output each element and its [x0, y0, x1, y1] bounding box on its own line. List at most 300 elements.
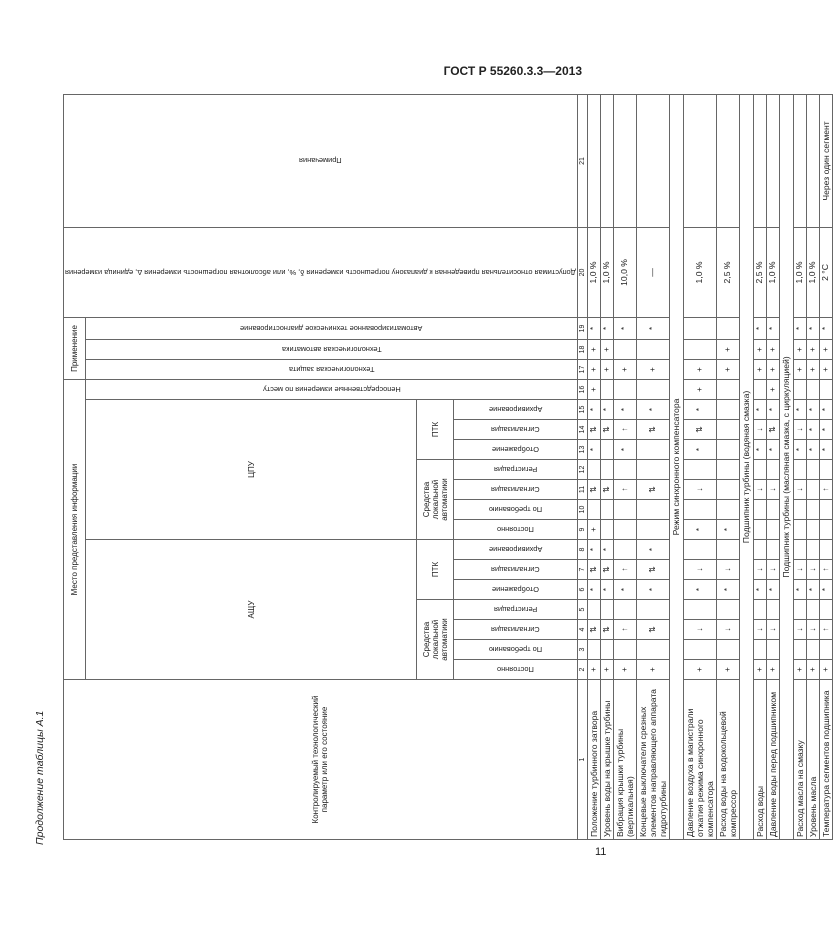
column-number: 13	[577, 440, 587, 460]
table-cell: ↓	[716, 560, 739, 580]
section-row	[779, 94, 793, 839]
column-number: 8	[577, 540, 587, 560]
table-cell: *	[587, 400, 600, 420]
table-cell: +	[716, 660, 739, 680]
col-demand: По требованию	[454, 640, 578, 660]
table-cell	[819, 460, 832, 480]
table-cell: *	[587, 317, 600, 339]
table-cell: *	[600, 540, 613, 560]
table-cell	[766, 520, 779, 540]
table-cell: ↓	[793, 620, 806, 640]
notes-header: Примечания	[64, 94, 578, 227]
table-cell	[806, 540, 819, 560]
table-cell	[716, 460, 739, 480]
table-cell: ⇅	[683, 420, 716, 440]
table-cell: ↑	[819, 480, 832, 500]
parameter-name: Концевые выключатели срезных элементов направляющего аппарата гидротурбины	[636, 680, 669, 840]
table-cell: *	[819, 420, 832, 440]
table-cell: +	[819, 359, 832, 379]
table-cell	[613, 640, 636, 660]
table-cell: ↑	[613, 560, 636, 580]
table-cell: +	[766, 379, 779, 399]
column-number: 14	[577, 420, 587, 440]
parameter-name: Расход масла на смазку	[793, 680, 806, 840]
local-measurements-header: Непосредственные измерения по месту	[86, 379, 578, 399]
table-cell: +	[716, 339, 739, 359]
column-number: 1	[577, 680, 587, 840]
accuracy-cell: 1,0 %	[806, 227, 819, 317]
col-register: Регистрация	[454, 600, 578, 620]
table-cell	[793, 540, 806, 560]
table-cell	[636, 339, 669, 359]
table-cell: ↓	[683, 480, 716, 500]
table-cell: *	[753, 580, 766, 600]
table-row	[600, 94, 613, 839]
table-cell	[753, 600, 766, 620]
table-cell: +	[636, 359, 669, 379]
table-cell: ⇅	[600, 480, 613, 500]
note-cell	[636, 94, 669, 227]
table-cell: *	[683, 440, 716, 460]
note-cell	[766, 94, 779, 227]
table-cell: ↑	[613, 420, 636, 440]
column-number: 20	[577, 227, 587, 317]
table-cell: ↓	[753, 620, 766, 640]
accuracy-cell: 2,5 %	[716, 227, 739, 317]
table-cell	[806, 600, 819, 620]
table-cell: *	[600, 317, 613, 339]
table-cell	[753, 640, 766, 660]
col-signal: Сигнализация	[454, 420, 578, 440]
table-cell: ↑	[613, 620, 636, 640]
table-cell	[613, 460, 636, 480]
table-cell: +	[806, 359, 819, 379]
table-cell	[587, 600, 600, 620]
table-cell: ⇅	[587, 620, 600, 640]
table-cell: *	[753, 317, 766, 339]
table-cell: ⇅	[636, 620, 669, 640]
table-row	[793, 94, 806, 839]
note-cell	[613, 94, 636, 227]
table-cell	[819, 640, 832, 660]
table-cell: ↑	[819, 620, 832, 640]
column-number: 9	[577, 520, 587, 540]
col-constant: Постоянно	[454, 660, 578, 680]
table-cell	[600, 520, 613, 540]
note-cell	[753, 94, 766, 227]
table-cell: *	[683, 400, 716, 420]
table-cell: *	[819, 317, 832, 339]
table-cell: ↓	[753, 420, 766, 440]
table-cell: +	[819, 339, 832, 359]
table-cell	[587, 460, 600, 480]
table-cell: ⇅	[636, 560, 669, 580]
cpu-header: ЦПУ	[86, 400, 417, 540]
column-number: 2	[577, 660, 587, 680]
table-cell: +	[683, 660, 716, 680]
table-cell	[806, 640, 819, 660]
table-cell: +	[753, 339, 766, 359]
accuracy-cell: 2 °С	[819, 227, 832, 317]
table-cell	[683, 317, 716, 339]
column-number: 5	[577, 600, 587, 620]
accuracy-cell: 1,0 %	[600, 227, 613, 317]
table-cell	[716, 540, 739, 560]
table-cell	[716, 600, 739, 620]
acshu-header: АЩУ	[86, 540, 417, 680]
table-cell: ⇅	[636, 480, 669, 500]
accuracy-cell: 1,0 %	[683, 227, 716, 317]
table-cell: ↑	[819, 560, 832, 580]
table-cell: *	[613, 580, 636, 600]
application-header: Применение	[64, 317, 86, 379]
table-cell	[600, 500, 613, 520]
table-cell: *	[587, 540, 600, 560]
column-number: 21	[577, 94, 587, 227]
table-cell: +	[613, 660, 636, 680]
table-cell: *	[793, 440, 806, 460]
table-cell: +	[766, 660, 779, 680]
table-cell	[766, 640, 779, 660]
table-cell: ↓	[753, 480, 766, 500]
table-cell: *	[793, 400, 806, 420]
table-cell	[793, 640, 806, 660]
table-cell	[766, 460, 779, 480]
table-cell: ↓	[766, 560, 779, 580]
table-row	[613, 94, 636, 839]
table-cell: *	[766, 317, 779, 339]
section-title: Режим синхронного компенсатора	[669, 94, 683, 839]
table-cell: ↓	[766, 480, 779, 500]
page-number: 11	[595, 846, 607, 858]
table-cell	[636, 440, 669, 460]
table-cell	[819, 520, 832, 540]
column-number: 19	[577, 317, 587, 339]
table-cell	[613, 540, 636, 560]
table-cell	[819, 379, 832, 399]
table-cell: +	[793, 359, 806, 379]
table-cell	[636, 460, 669, 480]
table-cell: *	[793, 580, 806, 600]
table-cell: *	[766, 400, 779, 420]
column-number: 16	[577, 379, 587, 399]
table-cell: +	[753, 359, 766, 379]
column-number: 6	[577, 580, 587, 600]
table-row	[766, 94, 779, 839]
table-cell	[819, 500, 832, 520]
table-cell: *	[613, 317, 636, 339]
table-cell	[716, 379, 739, 399]
table-cell: +	[766, 339, 779, 359]
table-row	[806, 94, 819, 839]
table-cell: +	[587, 660, 600, 680]
table-cell	[716, 440, 739, 460]
table-row	[636, 94, 669, 839]
column-number: 11	[577, 480, 587, 500]
info-place-header: Место представления информации	[64, 379, 86, 679]
table-cell: +	[636, 660, 669, 680]
table-cell	[716, 317, 739, 339]
table-cell: +	[600, 359, 613, 379]
section-row	[669, 94, 683, 839]
table-cell: ⇅	[587, 420, 600, 440]
table-cell: ⇅	[587, 480, 600, 500]
table-row	[753, 94, 766, 839]
table-cell	[613, 500, 636, 520]
table-cell: +	[683, 379, 716, 399]
parameter-name: Расход воды на водокольцевой компрессор	[716, 680, 739, 840]
table-cell	[819, 600, 832, 620]
column-number: 3	[577, 640, 587, 660]
table-cell: +	[587, 379, 600, 399]
table-row	[587, 94, 600, 839]
column-number: 17	[577, 359, 587, 379]
table-cell: +	[766, 359, 779, 379]
accuracy-cell: 1,0 %	[587, 227, 600, 317]
col-archive: Архивирование	[454, 400, 578, 420]
table-cell: +	[613, 359, 636, 379]
column-number: 4	[577, 620, 587, 640]
table-cell: ↑	[613, 480, 636, 500]
table-cell	[766, 540, 779, 560]
table-cell	[600, 379, 613, 399]
table-cell: *	[793, 317, 806, 339]
table-cell: ↓	[753, 560, 766, 580]
table-row	[683, 94, 716, 839]
table-cell	[793, 600, 806, 620]
table-cell: *	[806, 440, 819, 460]
table-cell	[716, 400, 739, 420]
table-cell	[753, 460, 766, 480]
note-cell	[806, 94, 819, 227]
table-cell: +	[819, 660, 832, 680]
table-cell: *	[636, 580, 669, 600]
table-cell: ⇅	[600, 420, 613, 440]
col-signal: Сигнализация	[454, 480, 578, 500]
table-cell: *	[806, 420, 819, 440]
section-title: Подшипник турбины (масляная смазка, с циркуляцией)	[779, 94, 793, 839]
table-cell	[600, 600, 613, 620]
accuracy-cell: 2,5 %	[753, 227, 766, 317]
accuracy-cell: 1,0 %	[766, 227, 779, 317]
table-cell	[683, 460, 716, 480]
table-cell	[613, 379, 636, 399]
table-cell	[683, 600, 716, 620]
table-cell: ↓	[793, 420, 806, 440]
note-cell: Через один сегмент	[819, 94, 832, 227]
note-cell	[683, 94, 716, 227]
table-cell: ↓	[683, 620, 716, 640]
table-cell: *	[753, 400, 766, 420]
table-cell	[806, 379, 819, 399]
note-cell	[793, 94, 806, 227]
table-cell	[716, 480, 739, 500]
table-cell: ⇅	[636, 420, 669, 440]
document-header: ГОСТ Р 55260.3.3—2013	[443, 64, 582, 78]
column-number: 15	[577, 400, 587, 420]
table-cell	[793, 379, 806, 399]
table-cell	[587, 640, 600, 660]
accuracy-cell: —	[636, 227, 669, 317]
col-register: Регистрация	[454, 460, 578, 480]
table-cell: ↓	[806, 620, 819, 640]
table-cell	[600, 460, 613, 480]
acshu-local-auto-header: Средства локальной автоматики	[417, 600, 454, 680]
table-caption: Продолжение таблицы А.1	[34, 710, 46, 845]
table-cell	[600, 440, 613, 460]
accuracy-cell: 1,0 %	[793, 227, 806, 317]
table-cell: *	[806, 580, 819, 600]
table-cell: ⇅	[587, 560, 600, 580]
cpu-local-auto-header: Средства локальной автоматики	[417, 460, 454, 540]
col-constant: Постоянно	[454, 520, 578, 540]
table-cell	[613, 520, 636, 540]
table-cell	[683, 500, 716, 520]
table-cell: *	[600, 580, 613, 600]
parameter-name: Давление воздуха в магистрали отжатия режима синхронного компенсатора	[683, 680, 716, 840]
rotated-table-container	[63, 95, 831, 840]
table-cell	[766, 500, 779, 520]
col-display: Отображение	[454, 580, 578, 600]
note-cell	[716, 94, 739, 227]
col-demand: По требованию	[454, 500, 578, 520]
table-cell	[636, 520, 669, 540]
table-cell	[806, 500, 819, 520]
column-number: 18	[577, 339, 587, 359]
table-cell: *	[819, 580, 832, 600]
parameter-name: Положение турбинного затвора	[587, 680, 600, 840]
auto-diagnostics-header: Автоматизированное техническое диагностирование	[86, 317, 578, 339]
table-cell	[636, 640, 669, 660]
parameter-name: Уровень масла	[806, 680, 819, 840]
tech-automation-header: Технологическая автоматика	[86, 339, 578, 359]
parameter-name: Давление воды перед подшипником	[766, 680, 779, 840]
table-cell	[716, 420, 739, 440]
table-cell: *	[819, 400, 832, 420]
parameters-table	[63, 94, 833, 840]
table-cell	[793, 500, 806, 520]
table-cell: +	[806, 339, 819, 359]
parameter-name: Расход воды	[753, 680, 766, 840]
col-archive: Архивирование	[454, 540, 578, 560]
tech-protection-header: Технологическая защита	[86, 359, 578, 379]
table-cell	[753, 500, 766, 520]
accuracy-header: Допустимая относительная приведенная к диапазону погрешность измерения δ, %, или абсолютная погрешность измерения Δ, единица измерения	[64, 227, 578, 317]
table-row	[716, 94, 739, 839]
parameter-name: Вибрация крышки турбины (вертикальная)	[613, 680, 636, 840]
column-numbers-row	[577, 94, 587, 839]
column-number: 12	[577, 460, 587, 480]
table-cell	[636, 379, 669, 399]
table-cell	[766, 600, 779, 620]
table-cell: ⇅	[766, 420, 779, 440]
table-cell	[613, 600, 636, 620]
section-title: Подшипник турбины (водяная смазка)	[739, 94, 753, 839]
table-cell	[793, 460, 806, 480]
table-cell	[716, 640, 739, 660]
table-cell	[753, 540, 766, 560]
table-cell: ↓	[716, 620, 739, 640]
column-number: 7	[577, 560, 587, 580]
table-cell	[600, 640, 613, 660]
table-cell	[806, 480, 819, 500]
table-cell: ↓	[793, 480, 806, 500]
table-cell	[806, 460, 819, 480]
table-cell	[716, 500, 739, 520]
table-cell	[753, 520, 766, 540]
param-header: Контролируемый технологический параметр или его состояние	[64, 680, 578, 840]
table-cell: *	[806, 400, 819, 420]
col-signal: Сигнализация	[454, 620, 578, 640]
table-cell: +	[793, 660, 806, 680]
col-signal: Сигнализация	[454, 560, 578, 580]
table-cell	[753, 379, 766, 399]
table-cell: *	[587, 440, 600, 460]
table-cell	[683, 339, 716, 359]
note-cell	[587, 94, 600, 227]
table-cell	[636, 500, 669, 520]
table-cell: *	[683, 520, 716, 540]
table-cell	[587, 500, 600, 520]
table-cell: ⇅	[600, 560, 613, 580]
table-cell	[793, 520, 806, 540]
table-cell: +	[806, 660, 819, 680]
table-cell: ↓	[766, 620, 779, 640]
table-cell: *	[636, 400, 669, 420]
table-cell: *	[587, 580, 600, 600]
table-cell: +	[793, 339, 806, 359]
table-cell: +	[587, 520, 600, 540]
table-cell: *	[636, 317, 669, 339]
table-cell: *	[819, 440, 832, 460]
table-cell: ↓	[793, 560, 806, 580]
table-cell: +	[683, 359, 716, 379]
section-row	[739, 94, 753, 839]
table-cell: *	[753, 440, 766, 460]
table-cell: *	[600, 400, 613, 420]
table-cell: *	[806, 317, 819, 339]
table-cell: +	[587, 339, 600, 359]
table-cell: *	[766, 580, 779, 600]
table-cell	[683, 640, 716, 660]
table-cell	[683, 540, 716, 560]
table-body	[577, 94, 832, 839]
table-cell: ↓	[683, 560, 716, 580]
acshu-ptk-header: ПТК	[417, 540, 454, 600]
table-cell: ⇅	[600, 620, 613, 640]
table-cell: +	[600, 339, 613, 359]
table-cell: *	[613, 400, 636, 420]
table-cell: *	[636, 540, 669, 560]
table-cell: +	[587, 359, 600, 379]
parameter-name: Температура сегментов подшипника	[819, 680, 832, 840]
table-cell: +	[600, 660, 613, 680]
parameter-name: Уровень воды на крышке турбины	[600, 680, 613, 840]
table-cell: +	[753, 660, 766, 680]
table-cell: *	[716, 580, 739, 600]
table-cell	[636, 600, 669, 620]
table-cell	[819, 540, 832, 560]
table-cell: *	[766, 440, 779, 460]
accuracy-cell: 10,0 %	[613, 227, 636, 317]
table-cell: *	[683, 580, 716, 600]
table-cell: *	[716, 520, 739, 540]
col-display: Отображение	[454, 440, 578, 460]
table-cell	[806, 520, 819, 540]
table-row	[819, 94, 832, 839]
note-cell	[600, 94, 613, 227]
cpu-ptk-header: ПТК	[417, 400, 454, 460]
